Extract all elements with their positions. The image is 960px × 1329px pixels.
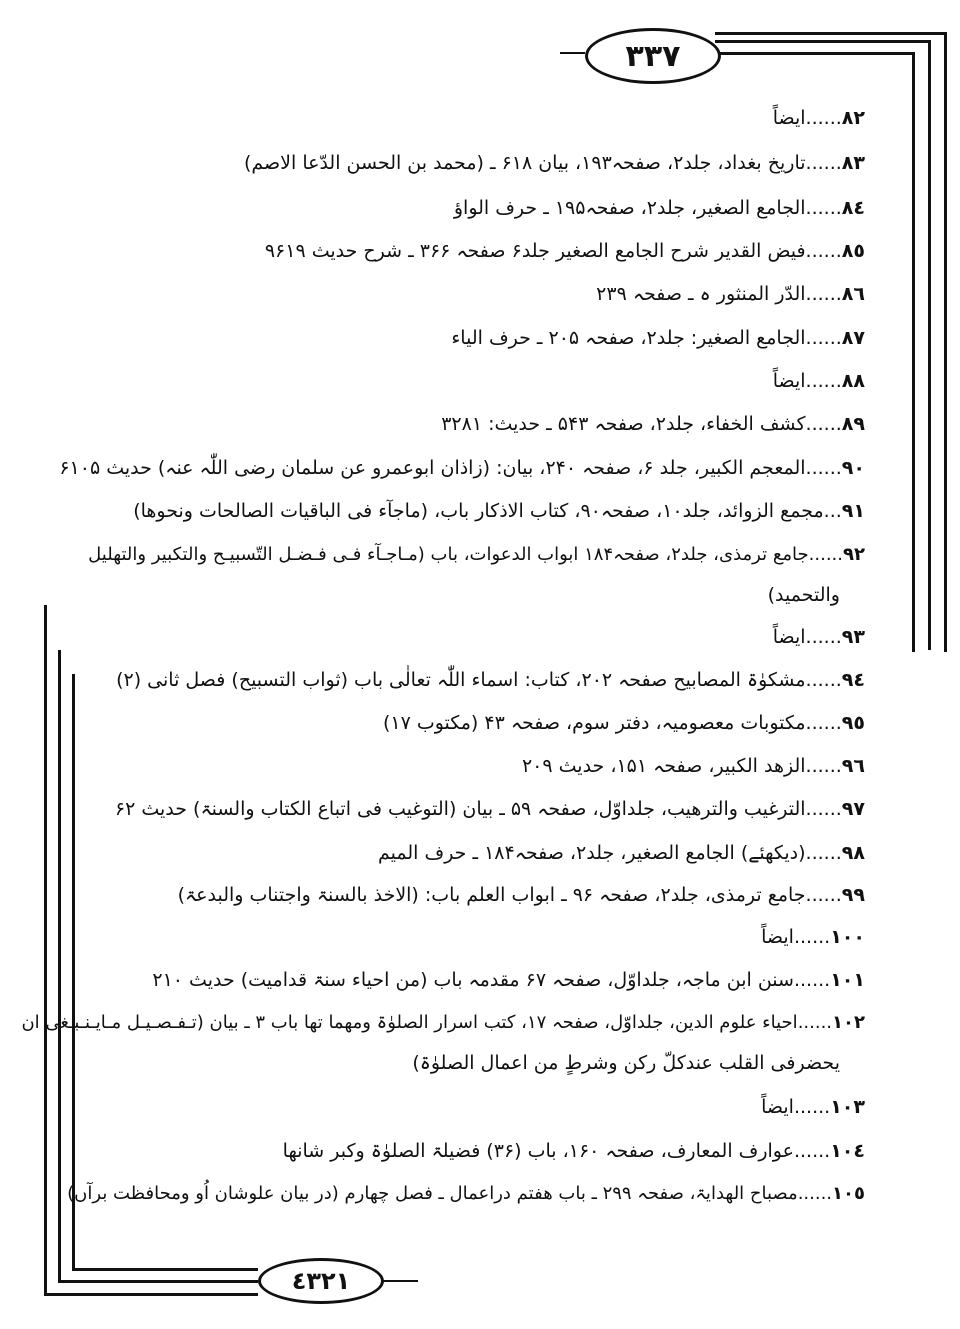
list-item: ٩٠......المعجم الکبیر، جلد ۶، صفحہ ۲۴۰، بیان: (زاذان ابوعمرو عن سلمان رضی اللّٰہ عنہ) حدیث ۶۱۰۵ [59,457,865,479]
list-item: یحضرفی القلب عندکلّ رکن وشرطٍ من اعمال الصلوٰۃ) [412,1052,840,1074]
list-item: ٨٩......کشف الخفاء، جلد۲، صفحہ ۵۴۳ ـ حدیث: ۳۲۸۱ [441,413,865,435]
list-item: ٩٣......ایضاً [772,626,865,648]
frame-bottom-outer [44,1293,258,1296]
frame-top-line-outer2 [715,32,945,35]
list-item: ٩٩......جامع ترمذی، جلد۲، صفحہ ۹۶ ـ ابواب العلم باب: (الاخذ بالسنۃ واجتناب والبدعۃ) [177,884,865,906]
frame-right-outer [944,32,947,652]
list-item: ٩٤......مشکوٰۃ المصابیح صفحہ ۲۰۲، کتاب: اسماء اللّٰہ تعالٰی باب (ثواب التسبیح) فصل ثانی (۲) [116,669,865,691]
frame-right-inner [912,52,915,652]
list-item: ١٠١......سنن ابن ماجہ، جلداوّل، صفحہ ۶۷ مقدمہ باب (من احیاء سنۃ قدامیت) حدیث ۲۱۰ [152,969,865,991]
list-item: ٩٦......الزھد الکبیر، صفحہ ۱۵۱، حدیث ۲۰۹ [521,755,865,777]
list-item: ٩٢......جامع ترمذی، جلد۲، صفحہ۱۸۴ ابواب الدعوات، باب (مـاجـآء فـی فـضـل التّسبیـح والتکبیر والتھلیل [88,544,865,565]
frame-left-inner [72,674,75,1269]
list-item: ٩٧......الترغیب والترھیب، جلداوّل، صفحہ ۵۹ ـ بیان (التوغیب فی اتباع الکتاب والسنۃ) حدیث ۶۲ [114,798,865,820]
list-item: ١٠٥......مصباح الھدایۃ، صفحہ ۲۹۹ ـ باب ھفتم دراعمال ـ فصل چھارم (در بیان علوشان اُو ومحافظت برآں) [67,1183,865,1204]
list-item: والتحمید) [767,584,840,606]
list-item: ٩١...مجمع الزوائد، جلد۱۰، صفحہ۹۰، کتاب الاذکار باب، (ماجآء فی الباقیات الصالحات ونحوھا) [133,500,865,522]
list-item: ٨٨......ایضاً [772,370,865,392]
list-item: ٩٨......(دیکھئے) الجامع الصغیر، جلد۲، صفحہ۱۸۴ ـ حرف المیم [378,842,865,864]
frame-bottom-inner [72,1268,258,1271]
footer-page-number: ٤٣٢١ [258,1258,384,1304]
list-item: ٨٥......فیض القدیر شرح الجامع الصغیر جلد۶ صفحہ ۳۶۶ ـ شرح حدیث ۹۶۱۹ [264,240,865,262]
frame-left-mid [58,650,61,1280]
frame-top-line [715,52,915,55]
frame-bottom-mid [58,1280,258,1283]
list-item: ٨٣......تاریخ بغداد، جلد۲، صفحہ۱۹۳، بیان ۶۱۸ ـ (محمد بن الحسن الدّعا الاصم) [243,152,865,174]
list-item: ٨٢......ايضاً [772,107,865,129]
frame-top-left-line [560,52,585,54]
list-item: ١٠٤......عوارف المعارف، صفحہ ۱۶۰، باب (۳۶) فضیلۃ الصلوٰۃ وکبر شانھا [282,1140,865,1162]
list-item: ١٠٣......ایضاً [761,1096,865,1118]
frame-right-mid [928,40,931,650]
frame-top-line-outer [715,40,930,43]
list-item: ١٠٠......ایضاً [761,926,865,948]
list-item: ٩٥......مکتوبات معصومیہ، دفتر سوم، صفحہ ۴۳ (مکتوب ۱۷) [382,712,865,734]
header-page-number: ٣٣٧ [585,28,721,84]
list-item: ٨٧......الجامع الصغیر: جلد۲، صفحہ ۲۰۵ ـ حرف الیاء [451,327,865,349]
list-item: ١٠٢......احیاء علوم الدین، جلداوّل، صفحہ ۱۷، کتب اسرار الصلوٰۃ ومھما تھا باب ۳ ـ بیان (تـفـصـیـل مـایـنـبـغی ان [21,1012,865,1033]
frame-bottom-right-line [378,1280,418,1282]
list-item: ٨٤......الجامع الصغیر، جلد۲، صفحہ۱۹۵ ـ حرف الواؤ [453,197,865,219]
list-item: ٨٦......الدّر المنثور ہ ـ صفحہ ۲۳۹ [596,283,865,305]
frame-left-outer [44,605,47,1295]
